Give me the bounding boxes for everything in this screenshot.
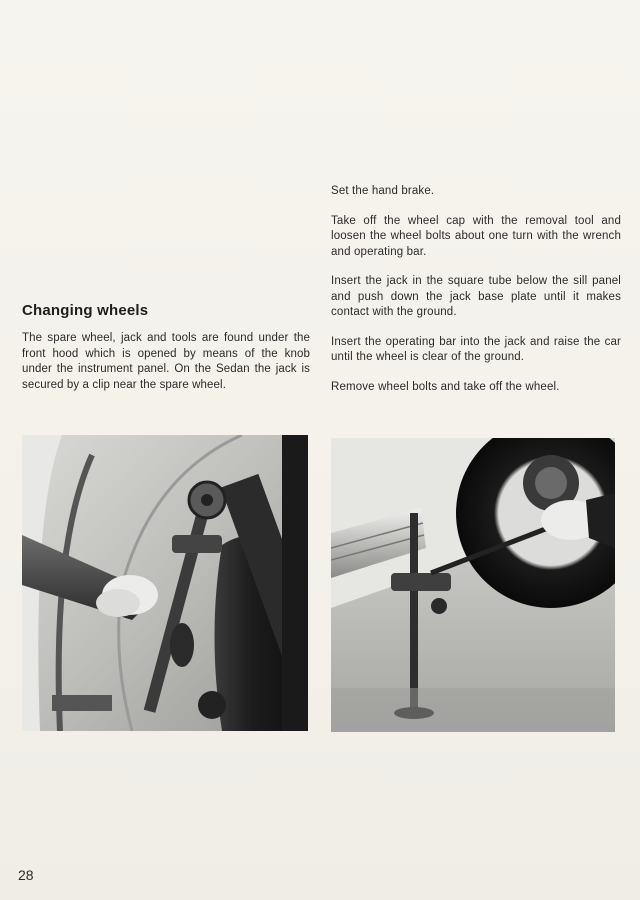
photo-jack-under-hood bbox=[22, 435, 308, 731]
photo-jack-raising-car bbox=[331, 438, 615, 732]
instruction-paragraph: Set the hand brake. bbox=[331, 185, 435, 197]
instruction-paragraph: Insert the jack in the square tube below the sill panel and push down the jack base plate until it makes contact with the ground. bbox=[331, 275, 621, 318]
instructions-column bbox=[331, 184, 621, 409]
intro-paragraph: The spare wheel, jack and tools are found under the front hood which is opened by means of the knob under the instrument panel. On the Sedan the jack is secured by a clip near the spare wheel. bbox=[22, 332, 310, 391]
page-number: 28 bbox=[18, 867, 34, 883]
intro-column bbox=[22, 302, 310, 393]
instruction-paragraph: Remove wheel bolts and take off the wheel. bbox=[331, 380, 560, 393]
section-heading: Changing wheels bbox=[22, 302, 149, 319]
instruction-paragraph: Insert the operating bar into the jack and raise the car until the wheel is clear of the ground. bbox=[331, 335, 621, 363]
instruction-paragraph: Take off the wheel cap with the removal tool and loosen the wheel bolts about one turn with the wrench and operating bar. bbox=[331, 214, 621, 258]
